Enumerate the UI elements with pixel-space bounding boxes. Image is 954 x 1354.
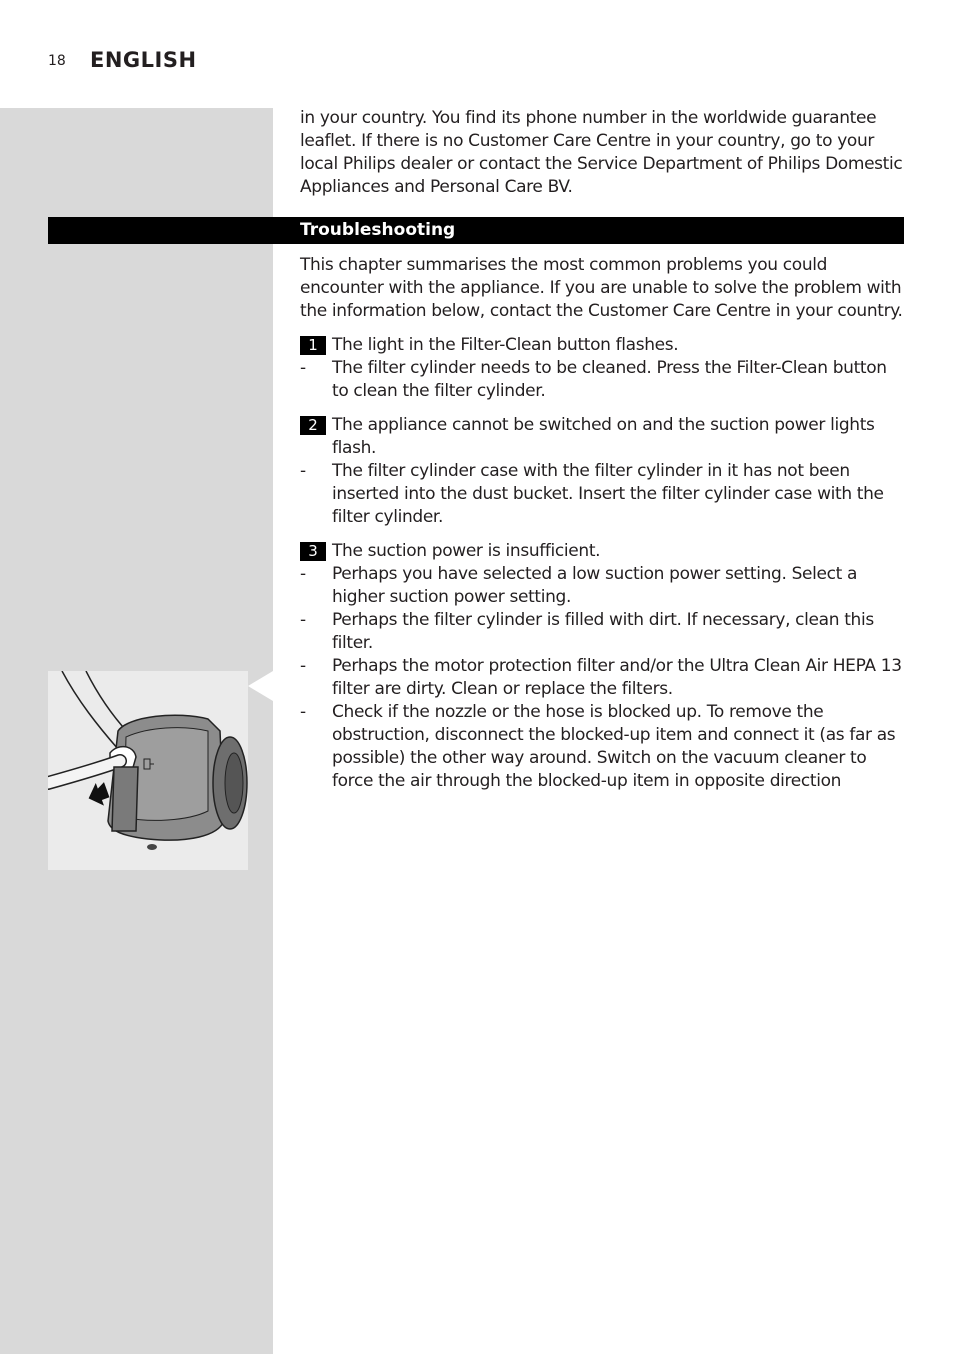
solution-text: The filter cylinder case with the filter cylinder in it has not been inserted into the dust bucket. Insert the filter cylinder case with the filter cylinder.: [332, 461, 884, 527]
section-header-bar: [48, 217, 904, 244]
vacuum-hose-illustration: [48, 671, 248, 870]
solution-item: [300, 609, 906, 655]
problem-number-badge: 1: [300, 336, 326, 355]
solution-item: [300, 460, 906, 529]
solution-text: The filter cylinder needs to be cleaned. Press the Filter-Clean button to clean the filter cylinder.: [332, 358, 887, 401]
solution-item: [300, 655, 906, 701]
problem-title: The suction power is insufficient.: [332, 541, 601, 561]
language-heading: ENGLISH: [90, 48, 197, 72]
bullet-dash: -: [300, 610, 306, 630]
section-intro: This chapter summarises the most common problems you could encounter with the appliance. If you are unable to solve the problem with the information below, contact the Customer Care Centre in your country.: [300, 255, 903, 321]
illustration-pointer: [248, 671, 273, 701]
troubleshooting-content: [300, 254, 906, 793]
solution-text: Perhaps the filter cylinder is filled with dirt. If necessary, clean this filter.: [332, 610, 874, 653]
solution-text: Check if the nozzle or the hose is blocked up. To remove the obstruction, disconnect the blocked-up item and connect it (as far as possible) the other way around. Switch on the vacuum cleaner to force the air through the blocked-up item in opposite direction: [332, 702, 896, 791]
problem-1: [300, 334, 906, 357]
bullet-dash: -: [300, 564, 306, 584]
vacuum-cleaner-icon: [48, 671, 248, 870]
bullet-dash: -: [300, 656, 306, 676]
solution-item: [300, 701, 906, 793]
section-title: Troubleshooting: [300, 220, 456, 240]
problem-number-badge: 2: [300, 416, 326, 435]
bullet-dash: -: [300, 461, 306, 481]
bullet-dash: -: [300, 702, 306, 722]
problem-title: The light in the Filter-Clean button flashes.: [332, 335, 679, 355]
problem-title: The appliance cannot be switched on and the suction power lights flash.: [332, 415, 875, 458]
problem-2: [300, 414, 906, 460]
solution-text: Perhaps the motor protection filter and/or the Ultra Clean Air HEPA 13 filter are dirty. Clean or replace the filters.: [332, 656, 902, 699]
solution-item: [300, 357, 906, 403]
problem-3: [300, 540, 906, 563]
problem-number-badge: 3: [300, 542, 326, 561]
intro-paragraph: [300, 107, 906, 199]
bullet-dash: -: [300, 358, 306, 378]
page-number: 18: [48, 53, 66, 69]
solution-text: Perhaps you have selected a low suction power setting. Select a higher suction power setting.: [332, 564, 858, 607]
intro-text: in your country. You find its phone number in the worldwide guarantee leaflet. If there is no Customer Care Centre in your country, go to your local Philips dealer or contact the Service Department of Philips Domestic Appliances and Personal Care BV.: [300, 108, 903, 197]
solution-item: [300, 563, 906, 609]
